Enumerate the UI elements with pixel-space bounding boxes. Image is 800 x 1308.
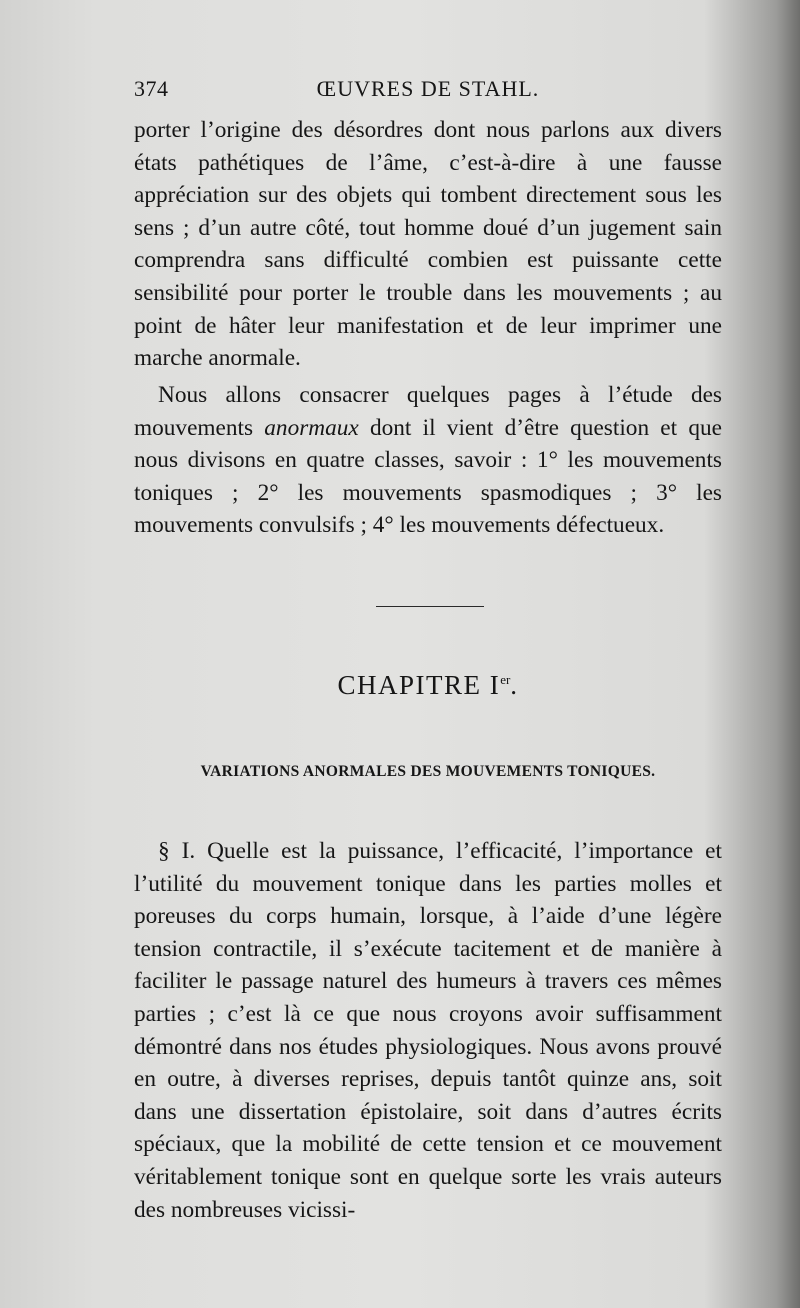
paragraph-continued: porter l’origine des désordres dont nous parlons aux divers états pathétiques de l’âme, c’est-à-dire à une fausse appréciation sur des objets qui tombent directement sous les sens ; d’un autre côté, tout homme doué d’un jugement sain comprendra sans difficulté combien est puissante cette sensibilité pour porter le trouble dans les mouvements ; au point de hâter leur manifestation et de leur imprimer une marche anormale. [134, 117, 722, 372]
paragraph-classes-end: dont il vient d’être question et que nous divisons en quatre classes, savoir : 1° les mouvements toniques ; 2° les mouvements spasmodiques ; 3° les mouvements convulsifs ; 4° les mouvements défectueux. [134, 414, 722, 539]
chapter-title-superscript: er [500, 672, 511, 687]
chapter-title: CHAPITRE I [337, 670, 501, 700]
running-title: ŒUVRES DE STAHL. [316, 76, 540, 101]
chapter-subtitle: VARIATIONS ANORMALES DES MOUVEMENTS TONIQUES. [200, 763, 656, 780]
section-divider [376, 606, 484, 607]
italic-term: anormaux [264, 414, 359, 441]
paragraph-classes-start: Nous allons consacrer quelques pages à l’étude des mouvements [134, 382, 722, 441]
chapter-heading [134, 670, 722, 701]
chapter-title-period: . [510, 670, 519, 700]
paragraph-classes [134, 379, 722, 542]
paragraph-section-1: § I. Quelle est la puissance, l’efficacité, l’importance et l’utilité du mouvement tonique dans les parties molles et poreuses du corps humain, lorsque, à l’aide d’une légère tension contractile, il s’exécute tacitement et de manière à faciliter le passage naturel des humeurs à travers ces mêmes parties ; c’est là ce que nous croyons avoir suffisamment démontré dans nos études physiologiques. Nous avons prouvé en outre, à diverses reprises, depuis tantôt quinze ans, soit dans une dissertation épistolaire, soit dans d’autres écrits spéciaux, que la mobilité de cette tension et ce mouvement véritablement tonique sont en quelque sorte les vrais auteurs des nombreuses vicissi- [134, 838, 722, 1223]
page-number: 374 [134, 76, 169, 101]
page-header [134, 76, 722, 106]
